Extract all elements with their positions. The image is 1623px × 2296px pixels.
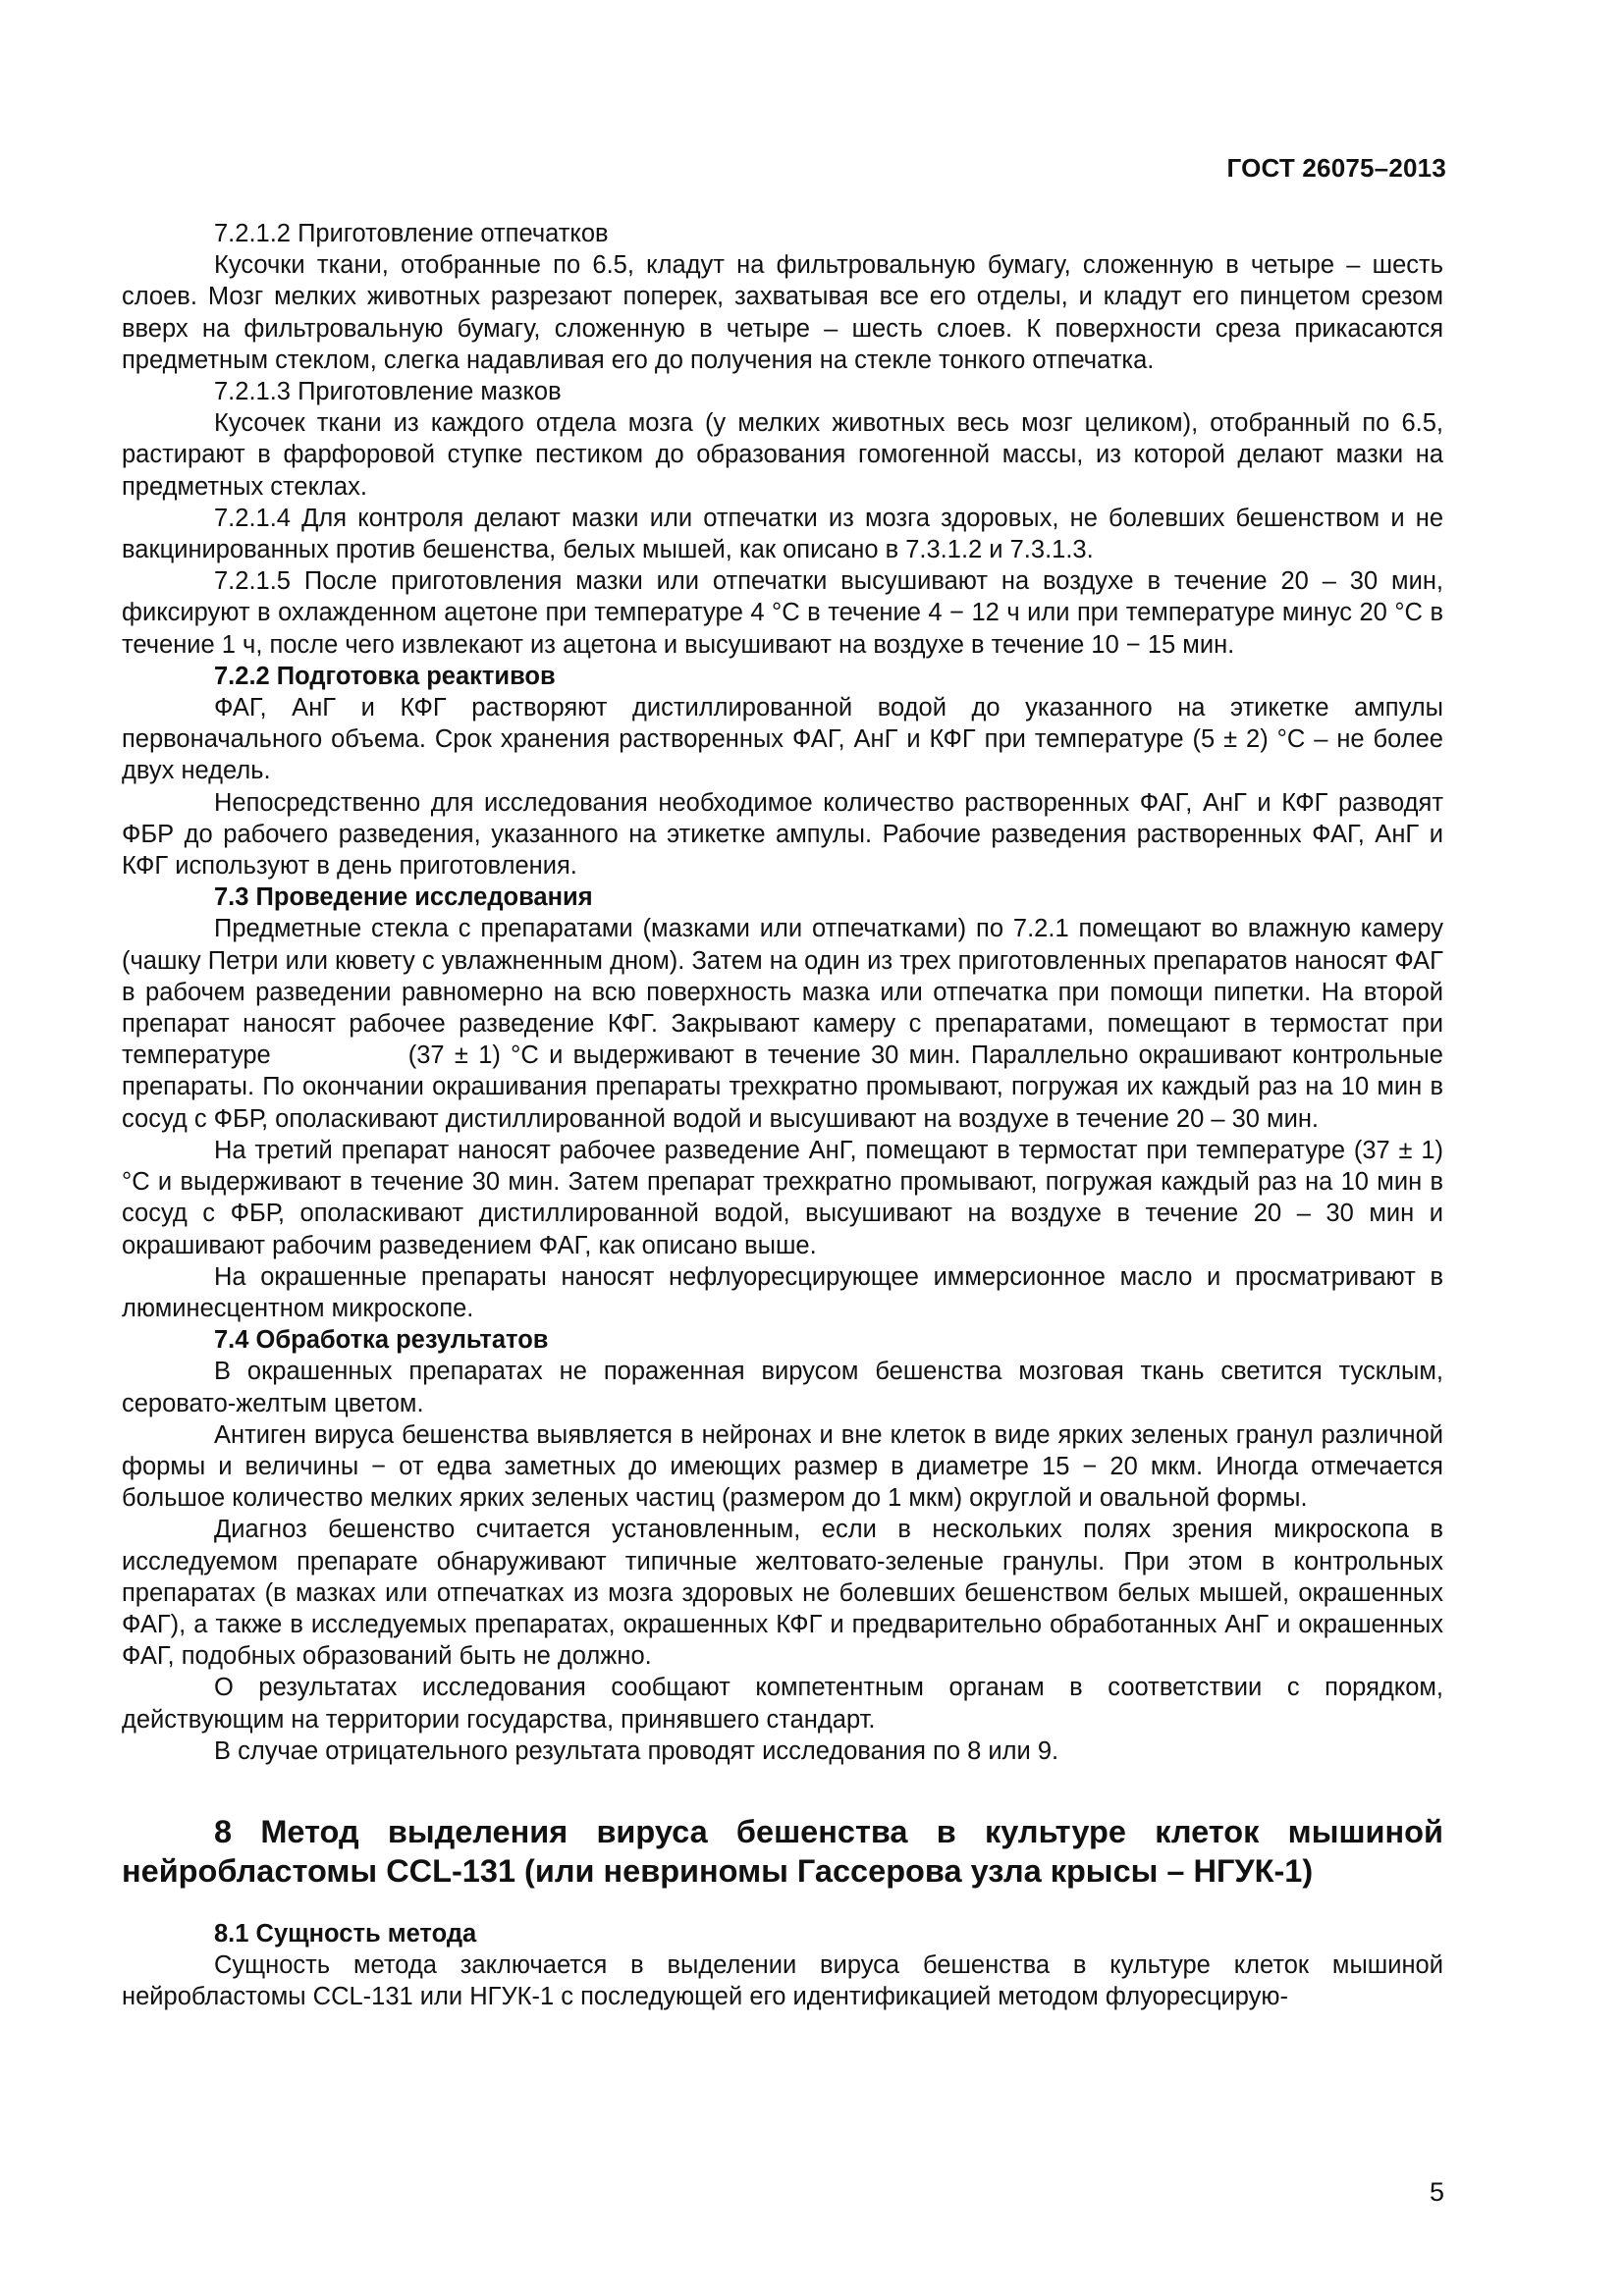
paragraph: Кусочек ткани из каждого отдела мозга (у мелких животных весь мозг целиком), отобранный по 6.5, растирают в фарфоровой ступке пестиком до образования гомогенной массы, из которой делают мазки на предметных стеклах. (122, 409, 1443, 501)
subsection-heading-7-3: 7.3 Проведение исследования (214, 883, 593, 912)
paragraph: Кусочки ткани, отобранные по 6.5, кладут на фильтровальную бумагу, сложенную в четыре – шесть слоев. Мозг мелких животных разрезают поперек, захватывая все его отделы, и кладут его пинцетом срезом вверх на фильтровальную бумагу, сложенную в четыре – шесть слоев. К поверхности среза прикасаются предметным стеклом, слегка надавливая его до получения на стекле тонкого отпечатка. (122, 251, 1443, 374)
section-heading-8: 8 Метод выделения вируса бешенства в культуре клеток мышиной нейробластомы CCL-131 (или невриномы Гассерова узла крысы – НГУК-1) (122, 1813, 1443, 1889)
clause-heading-7-2-1-2: 7.2.1.2 Приготовление отпечатков (214, 220, 609, 247)
paragraph: Непосредственно для исследования необходимое количество растворенных ФАГ, АнГ и КФГ разводят ФБР до рабочего разведения, указанного на этикетке ампулы. Рабочие разведения растворенных ФАГ, АнГ и КФГ используют в день приготовления. (122, 788, 1443, 881)
paragraph: На окрашенные препараты наносят нефлуоресцирующее иммерсионное масло и просматривают в люминесцентном микроскопе. (122, 1262, 1443, 1322)
paragraph-part: Предметные стекла с препаратами (мазками или отпечатками) по 7.2.1 помещают во влажную камеру (чашку Петри или кювету с увлажненным дном). Затем на один из трех приготовленных препаратов наносят ФАГ в рабочем разведении равномерно на всю поверхность мазка или отпечатка при помощи пипетки. На второй препарат наносят рабочее разведение КФГ. Закрывают камеру с препаратами, помещают в термостат при температуре (122, 915, 1443, 1070)
paragraph: О результатах исследования сообщают компетентным органам в соответствии с порядком, действующим на территории государства, принявшего стандарт. (122, 1674, 1443, 1734)
body-text (122, 218, 1443, 2013)
paragraph-part: (37 ± 1) °С и выдерживают в течение 30 мин. Параллельно окрашивают контрольные препараты. По окончании окрашивания препараты трехкратно промывают, погружая их каждый раз на 10 мин в сосуд с ФБР, ополаскивают дистиллированной водой и высушивают на воздухе в течение 20 – 30 мин. (122, 1041, 1443, 1133)
paragraph: ФАГ, АнГ и КФГ растворяют дистиллированной водой до указанного на этикетке ампулы первоначального объема. Срок хранения растворенных ФАГ, АнГ и КФГ при температуре (5 ± 2) °С – не более двух недель. (122, 694, 1443, 785)
paragraph: 7.2.1.5 После приготовления мазки или отпечатки высушивают на воздухе в течение 20 – 30 мин, фиксируют в охлажденном ацетоне при температуре 4 °С в течение 4 − 12 ч или при температуре минус 20 °С в течение 1 ч, после чего извлекают из ацетона и высушивают на воздухе в течение 10 − 15 мин. (122, 567, 1443, 659)
page-number: 5 (1429, 2177, 1444, 2207)
paragraph: Антиген вируса бешенства выявляется в нейронах и вне клеток в виде ярких зеленых гранул различной формы и величины − от едва заметных до имеющих размер в диаметре 15 − 20 мкм. Иногда отмечается большое количество мелких ярких зеленых частиц (размером до 1 мкм) округлой и овальной формы. (122, 1420, 1443, 1513)
subsection-heading-7-2-2: 7.2.2 Подготовка реактивов (214, 662, 556, 690)
paragraph: Диагноз бешенство считается установленным, если в нескольких полях зрения микроскопа в исследуемом препарате обнаруживают типичные желтовато-зеленые гранулы. При этом в контрольных препаратах (в мазках или отпечатках из мозга здоровых не болевших бешенством белых мышей, окрашенных ФАГ), а также в исследуемых препаратах, окрашенных КФГ и предварительно обработанных АнГ и окрашенных ФАГ, подобных образований быть не должно. (122, 1516, 1443, 1671)
standard-designation: ГОСТ 26075–2013 (1226, 153, 1446, 183)
paragraph: В окрашенных препаратах не пораженная вирусом бешенства мозговая ткань светится тусклым, серовато-желтым цветом. (122, 1358, 1443, 1417)
clause-heading-7-2-1-3: 7.2.1.3 Приготовление мазков (214, 378, 562, 406)
paragraph: В случае отрицательного результата проводят исследования по 8 или 9. (214, 1736, 1059, 1765)
paragraph: 7.2.1.4 Для контроля делают мазки или отпечатки из мозга здоровых, не болевших бешенством и не вакцинированных против бешенства, белых мышей, как описано в 7.3.1.2 и 7.3.1.3. (122, 504, 1443, 564)
paragraph (122, 913, 1443, 1134)
subsection-heading-7-4: 7.4 Обработка результатов (214, 1326, 549, 1355)
paragraph: На третий препарат наносят рабочее разведение АнГ, помещают в термостат при температуре (37 ± 1) °С и выдерживают в течение 30 мин. Затем препарат трехкратно промывают, погружая каждый раз на 10 мин в сосуд с ФБР, ополаскивают дистиллированной водой, высушивают на воздухе в течение 20 – 30 мин и окрашивают рабочим разведением ФАГ, как описано выше. (122, 1136, 1443, 1259)
paragraph: Сущность метода заключается в выделении вируса бешенства в культуре клеток мышиной нейробластомы CCL-131 или НГУК-1 с последующей его идентификацией методом флуоресцирую- (122, 1951, 1443, 2011)
subsection-heading-8-1: 8.1 Сущность метода (214, 1919, 477, 1948)
